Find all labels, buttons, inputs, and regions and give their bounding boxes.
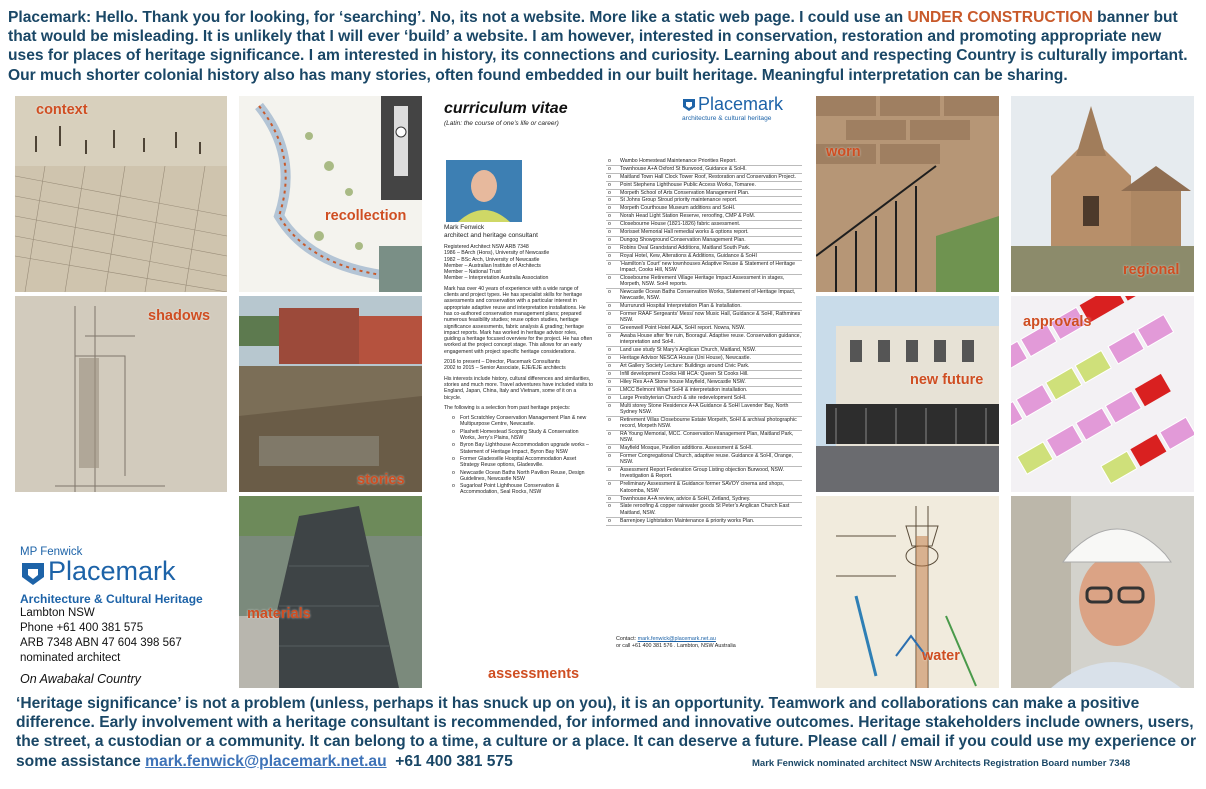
project-item: o RA Young Memorial, MCC. Conservation Management Plan, Maitland Park, NSW. [606,431,802,445]
project-item: o Greenwell Point Hotel A&A, SoHI report. Nowra, NSW. [606,325,802,333]
project-item: o Dungog Showground Conservation Management Plan. [606,237,802,245]
stories-label: stories [357,472,405,488]
worn-label: worn [826,144,861,160]
project-item: o Art Gallery Society Lecture: Buildings around Civic Park. [606,363,802,371]
portrait-tile [1011,496,1194,688]
project-item: o ‘Hamilton’s Court’ new townhouses Adaptive Reuse & Statement of Heritage Impact, Cooks Hill, NSW [606,261,802,275]
context-tile [15,96,227,292]
cv-left-column [444,224,594,497]
project-item: o Awaba House after fire ruin, Booragul. Adaptive reuse. Conservation guidance, interpretation and SoHI. [606,333,802,347]
materials-roof-photo [239,496,422,688]
project-item: o Assessment Report Federation Group Listing objection Burwood, NSW. Investigation & Report. [606,467,802,481]
project-item: o Wambo Homestead Maintenance Priorities Report. [606,158,802,166]
cv-name: Mark Fenwick [444,224,485,231]
water-tile [816,496,999,688]
assessments-label: assessments [488,666,580,682]
water-drawing-illustration [816,496,999,688]
cv-role: architect and heritage consultant [444,232,538,239]
placemark-logo [20,556,232,589]
cv-subtitle: (Latin: the course of one’s life or career) [444,120,559,127]
materials-label: materials [247,606,311,622]
credential-line: Member – Australian Institute of Architects [444,262,541,269]
placemark-logo-icon [20,561,46,587]
project-item: o Point Stephens Lighthouse Public Access Works, Tomaree. [606,182,802,190]
cv-interests: His interests include history, cultural differences and similarities, stories and much more. Travel adventures have included visits to England, Japan, China, Italy and Vietnam, some of it on a bicycle. [444,375,594,401]
cv-logo-tag: architecture & cultural heritage [682,115,772,122]
project-item: o Morisset Memorial Hall remedial works & options report. [606,229,802,237]
new-future-tile [816,296,999,492]
under-construction-highlight: UNDER CONSTRUCTION [907,9,1093,26]
portrait-hardhat-photo [1011,496,1194,688]
regional-tile [1011,96,1194,292]
project-item: o Robins Oval Grandstand Additions, Maitland South Park. [606,245,802,253]
project-item: o Fort Scratchley Conservation Management Plan & new Multipurpose Centre, Newcastle. [452,415,594,428]
shadows-sketch-illustration [15,296,227,492]
recollection-tile [239,96,422,292]
project-item: o Newcastle Ocean Baths Conservation Works, Statement of Heritage Impact, Newcastle, NSW. [606,289,802,303]
cv-contact [616,636,802,649]
context-map-illustration [15,96,227,292]
mp-fenwick-label: MP Fenwick [20,546,83,558]
cv-left-projects-list [444,415,594,496]
project-item: o Barrenjoey Lightstation Maintenance & priority works Plan. [606,518,802,526]
credential-line: 1986 – BArch (Hons), University of Newcastle [444,250,550,257]
context-label: context [36,102,88,118]
new-future-building-photo [816,296,999,492]
project-item: o Norah Head Light Station Reserve, reroofing, CMP & PoM. [606,213,802,221]
cv-history: 2016 to present – Director, Placemark Consultants 2002 to 2015 – Senior Associate, EJE/EJE architects [444,359,566,372]
project-item: o Plashett Homestead Scoping Study & Conservation Works, Jerry’s Plains, NSW [452,429,594,442]
project-item: o Royal Hotel, Kew, Alterations & Additions, Guidance & SoHI [606,253,802,261]
cv-logo-text: Placemark [698,94,784,114]
role-text: nominated architect [20,652,121,664]
project-item: o Slate reroofing & copper rainwater goods St Peter’s Anglican Church East Maitland, NSW. [606,503,802,517]
project-item: o Hiley Res A+A Stone house Mayfield, Newcastle NSW. [606,379,802,387]
cv-title: curriculum vitae [444,100,568,117]
credential-line: Member – National Trust [444,269,501,276]
recollection-label: recollection [325,208,407,224]
water-label: water [922,648,960,664]
approvals-label: approvals [1023,314,1092,330]
project-item: o Infill development Cooks Hill HCA: Queen St Cooks Hill. [606,371,802,379]
outro-text: ‘Heritage significance’ is not a problem (unless, perhaps it has snuck up on you), it is an opportunity. Teamwork and collaborations can make a positive difference. Early involvement with a heritage consultant is recommended, for informed and innovative outcomes. Heritage stakeholders include owners, users, the street, a custodian or a community. It can belong to a time, a culture or a place. It can deserve a future. Please call / email if you could use my experience or some assistance [16,695,1197,770]
country-acknowledgement: On Awabakal Country [20,672,141,686]
cv-contact-label: Contact: [616,636,637,642]
project-item: o Heritage Advisor NESCA House (Uni House), Newcastle. [606,355,802,363]
portrait-illustration [446,160,522,222]
shadows-tile [15,296,227,492]
registration-footnote: Mark Fenwick nominated architect NSW Architects Registration Board number 7348 [752,758,1131,769]
cv-logo-icon [682,98,696,112]
worn-tile [816,96,999,292]
cv-placemark-logo [682,96,794,128]
project-item: o Land use study St Mary’s Anglican Church, Maitland, NSW. [606,347,802,355]
stories-tile [239,296,422,492]
project-item: o Former Gladesville Hospital Accommodation Asset Strategy Reuse options, Gladesville. [452,456,594,469]
project-item: o Townhouse A+A Oxford St Burwood, Guidance & SoHI. [606,166,802,174]
project-item: o St Johns Group Stroud priority maintenance report. [606,197,802,205]
project-item: o Retirement Villas Closebourne Estate Morpeth, SoHI & archival photographic record, Morpeth NSW. [606,417,802,431]
project-item: o Mayfield Mosque, Pavilion additions. Assessment & SoHI. [606,445,802,453]
project-item: o Closebourne House (1821-1826) fabric assessment. [606,221,802,229]
cv-contact-email-link[interactable]: mark.fenwick@placemark.net.au [637,636,716,642]
shadows-label: shadows [148,308,211,324]
credential-line: Registered Architect NSW ARB 7348 [444,244,529,250]
project-item: o LMCC Belmont Wharf SoHI & interpretation installation. [606,387,802,395]
new-future-label: new future [910,372,984,388]
project-item: o Maitland Town Hall Clock Tower Roof, Restoration and Conservation Project. [606,174,802,182]
outro-email-link[interactable]: mark.fenwick@placemark.net.au [145,752,387,770]
project-item: o Murrurundi Hospital Interpretation Plan & Installation. [606,303,802,311]
project-item: o Preliminary Assessment & Guidance former SAVOY cinema and shops, Katoomba, NSW [606,481,802,495]
cv-right-projects-list [606,158,802,526]
cv-portrait-photo [446,160,522,222]
project-item: o Morpeth Courthouse Museum additions and SoHI. [606,205,802,213]
worn-stairs-photo [816,96,999,292]
intro-text-after: banner but that would be misleading. It is unlikely that I will ever ‘build’ a website. I am however, interested in conservation, restoration and promoting appropriate new uses for places of heritage significance. I am interested in history, its connections and curiosity. Learning about and respecting Country is culturally important. Our much shorter colonial history also has many stories, often found embedded in our built heritage. Meaningful interpretation can be sharing. [8,9,1188,84]
project-item: o Former Congregational Church, adaptive reuse. Guidance & SoHI, Orange, NSW. [606,453,802,467]
intro-paragraph [8,8,1200,85]
project-item: o Byron Bay Lighthouse Accommodation upgrade works – Statement of Heritage Impact, Byron Bay NSW [452,442,594,455]
outro-phone: +61 400 381 575 [395,752,513,770]
stories-site-photo [239,296,422,492]
arb-abn-text: ARB 7348 ABN 47 604 398 567 [20,637,182,649]
credential-line: Member – Interpretation Australia Association [444,275,549,282]
materials-tile [239,496,422,688]
placemark-contact-block [20,546,232,686]
location-text: Lambton NSW [20,607,95,619]
project-item: o Large Presbyterian Church & site redevelopment SoHI. [606,395,802,403]
intro-text-before: Placemark: Hello. Thank you for looking, for ‘searching’. No, its not a website. More like a static web page. I could use an [8,9,908,26]
project-item: o Newcastle Ocean Baths North Pavilion Reuse, Design Guidelines, Newcastle NSW [452,470,594,483]
cv-selection-intro: The following is a selection from past heritage projects: [444,404,571,411]
approvals-tile [1011,296,1194,492]
cv-contact-rest: or call +61 400 381 576 . Lambton, NSW Australia [616,642,736,649]
recollection-plan-illustration [239,96,422,292]
project-item: o Morpeth School of Arts Conservation Management Plan. [606,190,802,198]
project-item: o Sugarloaf Point Lighthouse Conservation & Accommodation, Seal Rocks, NSW [452,483,594,496]
project-item: o Former RAAF Sergeants’ Mess/ now Music Hall, Guidance & SoHI, Rathmines NSW. [606,311,802,325]
curriculum-vitae-document [436,96,806,688]
placemark-logo-text: Placemark [48,556,176,586]
cv-bio: Mark has over 40 years of experience with a wide range of clients and project types. He has specialist skills for heritage assessments and conservation with a particular interest in appropriate adaptive reuse and interpretation installations. He has co-authored conservation management plans; prepared numerous feasibility studies; reuse option studies, heritage significance assessments, fabric analysis & grading; heritage impact reports. Mark has worked in heritage advisor roles, guiding a heritage focused overview for the project. He has often worked at the project concept stage. This allows for an early engagement with project specific heritage considerations. [444,285,593,355]
project-item: o Closebourne Retirement Village Heritage Impact Assessment in stages, Morpeth, NSW. SoHI reports. [606,275,802,289]
phone-text: Phone +61 400 381 575 [20,622,144,634]
placemark-tagline: Architecture & Cultural Heritage [20,592,203,606]
project-item: o Townhouse A+A review, advice & SoHI, Zetland, Sydney. [606,496,802,504]
project-item: o Multi storey Stone Residence A+A Guidance & SoHI Lavender Bay, North Sydney NSW. [606,403,802,417]
credential-line: 1982 – BSc Arch, University of Newcastle [444,256,540,263]
regional-label: regional [1123,262,1180,278]
